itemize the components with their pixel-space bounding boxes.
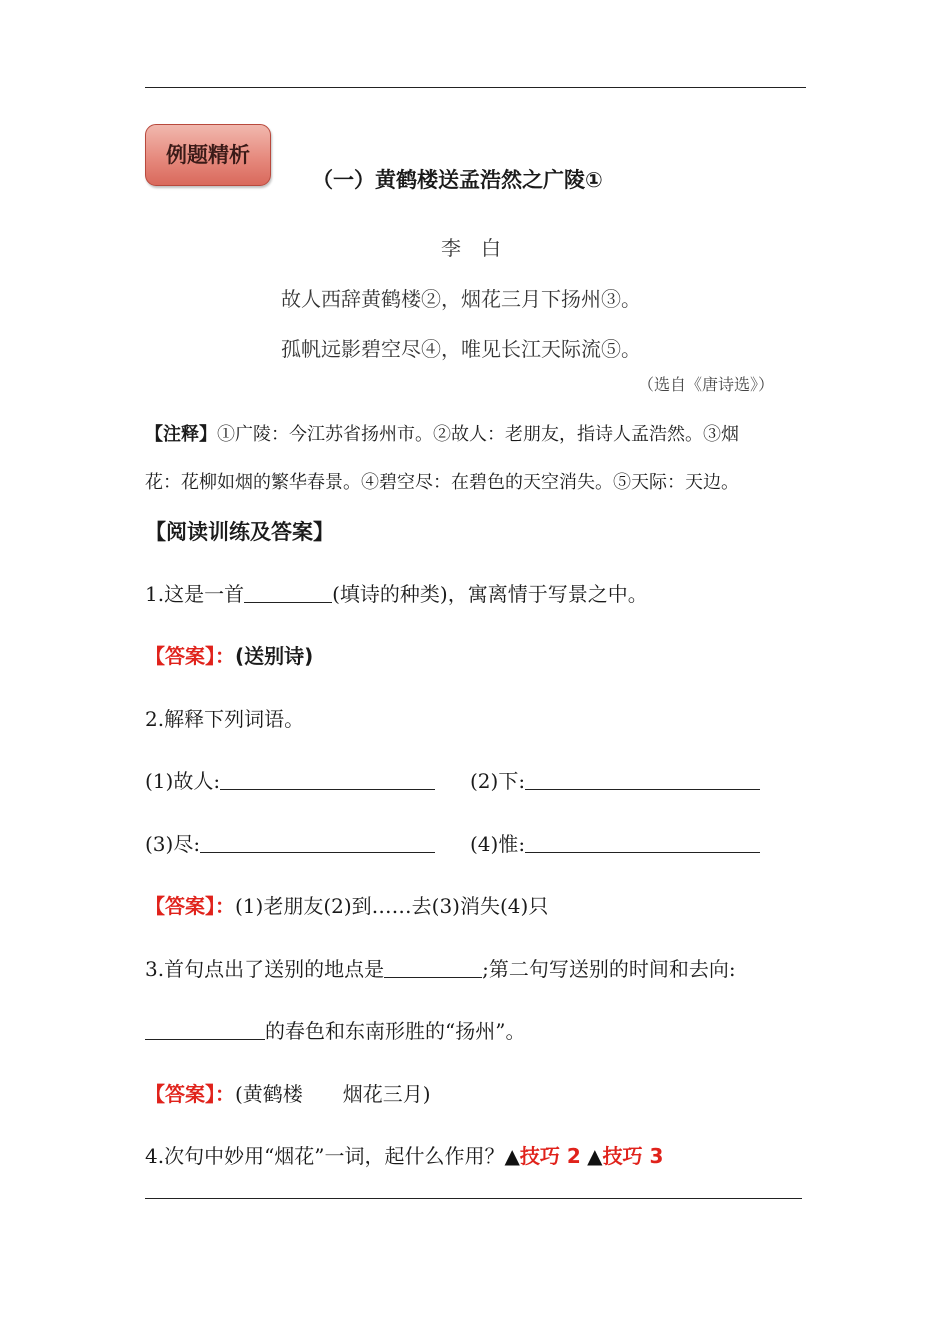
q3-line-2-text: 的春色和东南形胜的“扬州”。 <box>265 1019 526 1043</box>
footer-rule <box>145 1198 802 1199</box>
notes-line-1 <box>145 421 739 449</box>
q3-blank-1[interactable] <box>384 957 482 978</box>
q3-post: ;第二句写送别的时间和去向: <box>482 957 736 981</box>
answer-3 <box>145 1080 431 1108</box>
q2-item-2 <box>470 767 760 795</box>
q2-item-3 <box>145 830 435 858</box>
q2-item-3-blank[interactable] <box>200 832 435 853</box>
triangle-icon: ▲ <box>587 1144 603 1168</box>
notes-text-1: ①广陵：今江苏省扬州市。②故人：老朋友，指诗人孟浩然。③烟 <box>217 424 739 445</box>
q3-pre: 3.首句点出了送别的地点是 <box>145 957 385 981</box>
poem-author: 李 白 <box>441 236 501 260</box>
notes-label: 【注释】 <box>145 424 217 445</box>
q1-blank[interactable] <box>244 582 332 603</box>
question-1 <box>145 580 648 608</box>
question-4 <box>145 1142 663 1170</box>
answer-label: 【答案】： <box>145 1082 235 1106</box>
q2-item-1-label: (1)故人: <box>145 769 221 793</box>
poem-line-2: 孤帆远影碧空尽④，唯见长江天际流⑤。 <box>281 337 641 361</box>
header-rule <box>145 87 806 88</box>
q2-item-4-label: (4)惟: <box>470 832 526 856</box>
answer-1-text: (送别诗) <box>235 644 314 668</box>
q2-item-1-blank[interactable] <box>220 769 435 790</box>
example-badge: 例题精析 <box>145 124 271 186</box>
q1-pre: 1.这是一首 <box>145 582 245 606</box>
tip-2 <box>587 1144 663 1168</box>
q2-item-4 <box>470 830 760 858</box>
question-3 <box>145 955 736 983</box>
q3-blank-2[interactable] <box>145 1019 265 1040</box>
poem-source: （选自《唐诗选》） <box>638 375 775 394</box>
q2-item-1 <box>145 767 435 795</box>
q2-item-4-blank[interactable] <box>525 832 760 853</box>
answer-3-text: (黄鹤楼 烟花三月) <box>235 1082 431 1106</box>
tip-label: 技巧 3 <box>602 1144 664 1168</box>
section-title: 【阅读训练及答案】 <box>145 520 334 544</box>
q2-item-2-label: (2)下: <box>470 769 526 793</box>
question-3-line-2 <box>145 1017 525 1045</box>
poem-title: （一）黄鹤楼送孟浩然之广陵① <box>312 168 603 192</box>
q2-item-2-blank[interactable] <box>525 769 760 790</box>
answer-label: 【答案】： <box>145 894 235 918</box>
q1-post: (填诗的种类)，寓离情于写景之中。 <box>332 582 648 606</box>
question-2: 2.解释下列词语。 <box>145 707 305 731</box>
answer-2 <box>145 892 548 920</box>
answer-1 <box>145 642 313 670</box>
q2-item-3-label: (3)尽: <box>145 832 201 856</box>
notes-line-2: 花：花柳如烟的繁华春景。④碧空尽：在碧色的天空消失。⑤天际：天边。 <box>145 472 739 493</box>
q4-text: 4.次句中妙用“烟花”一词，起什么作用？ <box>145 1144 505 1168</box>
answer-label: 【答案】： <box>145 644 235 668</box>
answer-2-text: (1)老朋友(2)到……去(3)消失(4)只 <box>235 894 549 918</box>
poem-line-1: 故人西辞黄鹤楼②，烟花三月下扬州③。 <box>281 287 641 311</box>
tip-1 <box>505 1144 581 1168</box>
tip-label: 技巧 2 <box>519 1144 581 1168</box>
triangle-icon: ▲ <box>504 1144 520 1168</box>
